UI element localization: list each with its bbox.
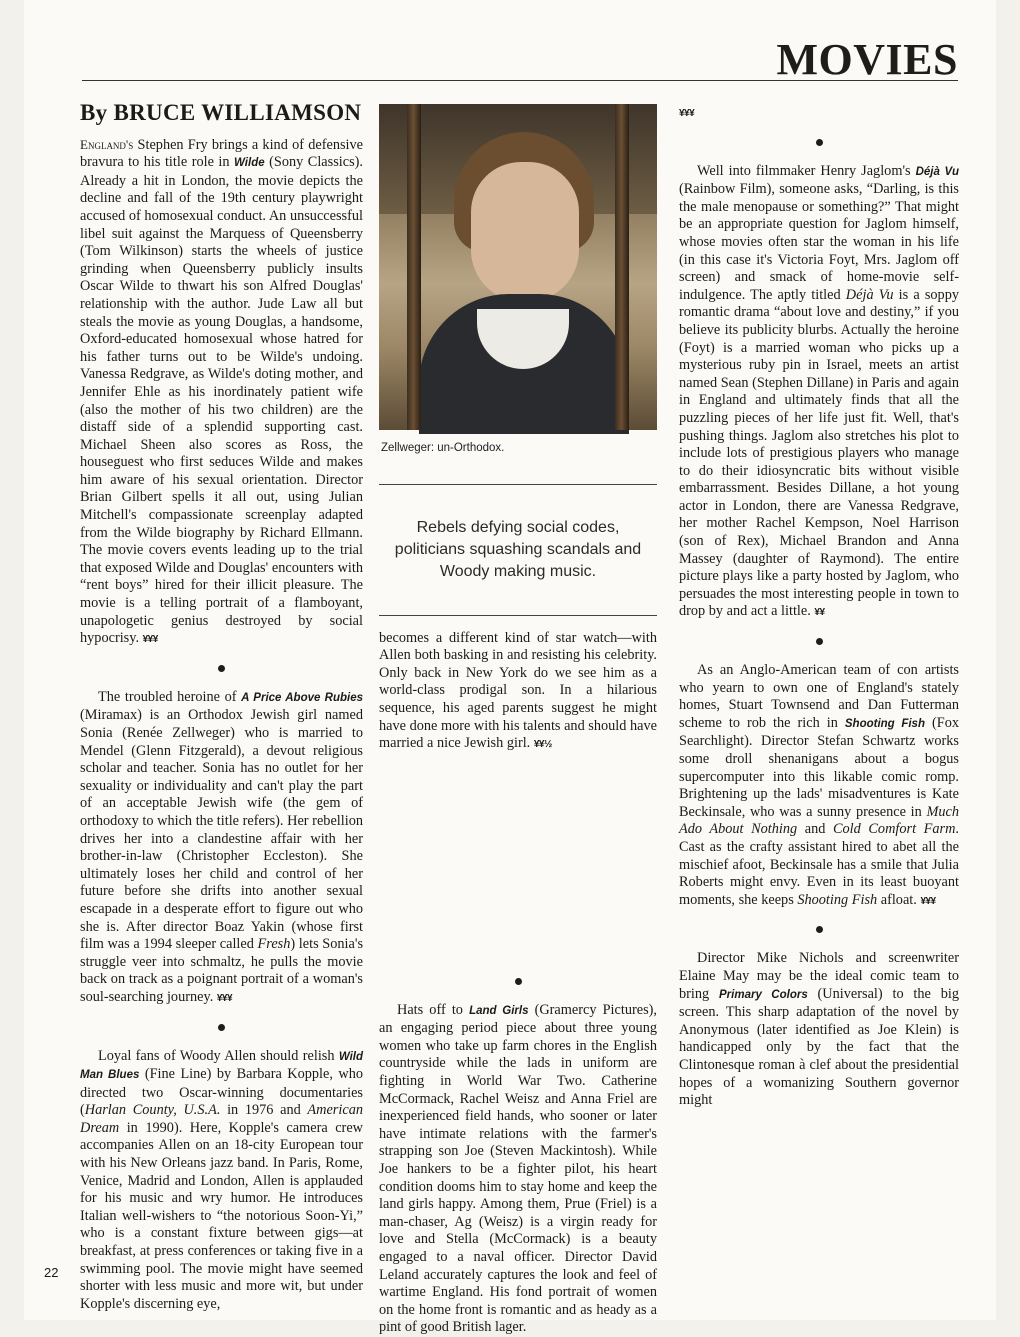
review-text: Stephen Fry brings a kind of defensive bravura to his title role in: [80, 136, 363, 171]
film-title: Primary Colors: [719, 988, 808, 1001]
photo-banister: [407, 104, 421, 430]
film-title: Déjà Vu: [915, 165, 959, 178]
section-divider-bullet: [816, 139, 823, 146]
film-title: Land Girls: [469, 1004, 529, 1017]
rating-symbol: ¥¥: [814, 607, 825, 619]
review-text: Director Mike Nichols and screenwriter Elaine May may be the ideal comic team to bring: [679, 950, 959, 1002]
review-text: ) lets Sonia's struggle veer into schmaltz, he pulls the movie back on track as a poignant portrait of a woman's soul-searching journey.: [80, 936, 364, 1005]
film-title: Shooting Fish: [844, 717, 925, 730]
film-still-photo: [379, 104, 657, 430]
review-text: (Rainbow Film), someone asks, “Darling, is this the male menopause or something?” That might be an appropriate question for Jaglom himself, whose movies often star the woman in his life (in this case it's Victoria Foyt, Mrs. Jaglom off screen) and smack of home-movie self-indulgence. The aptly titled: [679, 181, 959, 303]
film-reference: Harlan County, U.S.A.: [84, 1102, 221, 1119]
film-title-italic: Shooting Fish: [797, 891, 878, 908]
review-landgirls: [379, 1001, 657, 1336]
review-primarycolors: [679, 950, 959, 1109]
rating-symbol: ¥¥¥: [142, 634, 158, 646]
review-text: As an Anglo-American team of con artists who yearn to own one of England's stately homes, Stuart Townsend and Dan Futterman scheme to rob the rich in: [679, 662, 959, 731]
review-text: Well into filmmaker Henry Jaglom's: [697, 162, 916, 179]
review-wildman-part1: [80, 1047, 363, 1312]
review-wildman-part2: [379, 630, 657, 962]
review-text: Loyal fans of Woody Allen should relish: [98, 1047, 339, 1064]
title-rule: [82, 80, 958, 81]
photo-caption: Zellweger: un-Orthodox.: [381, 442, 505, 454]
review-text: (Gramercy Pictures), an engaging period piece about three young women who take up farm chores in the English countryside while the lads in uniform are fighting in World War Two. Catherine McCormack, Rachel Weisz and Anna Friel are inexperienced field hands, who sooner or later have intimate relations with the farmer's strapping son Joe (Steven Mackintosh). While Joe hankers to be a fighter pilot, his heart condition dooms him to stay home and keep the land girls happy. Among them, Prue (Friel) is a man-chaser, Ag (Weisz) is a virgin ready for love and Stella (McCormack) is a beauty engaged to a naval officer. Director David Leland accurately captures the look and feel of wartime England. His fond portrait of women on the home front is romantic and as heady as a pint of good British lager.: [379, 1001, 657, 1336]
photo-face: [471, 162, 579, 302]
review-text: Hats off to: [397, 1001, 470, 1018]
film-reference: Much Ado About Nothing: [679, 803, 959, 838]
lead-caps: England's: [80, 136, 134, 152]
film-reference: Fresh: [257, 936, 291, 953]
page-number: 22: [44, 1265, 59, 1280]
review-text: afloat.: [877, 891, 921, 908]
film-reference: Cold Comfort Farm: [833, 821, 956, 838]
section-divider-bullet: [218, 1024, 225, 1031]
review-landgirls-end: [679, 104, 959, 123]
rating-symbol: ¥¥¥: [216, 992, 233, 1004]
review-shootingfish: [679, 662, 959, 910]
review-text: in 1976 and: [220, 1102, 308, 1119]
review-text: (Universal) to the big screen. This sharp adaptation of the novel by Anonymous (later identified as Joe Klein) is handicapped only by the fact that the Clintonesque roman à clef about the presidential hopes of a womanizing Southern governor might: [679, 985, 959, 1109]
section-title: MOVIES: [776, 35, 958, 84]
review-text: in 1990). Here, Kopple's camera crew accompanies Allen on an 18-city European tour with his New Orleans jazz band. In Paris, Rome, Venice, Madrid and London, Allen is applauded for his music and wry humor. He introduces Italian well-wishers to “the notorious Soon-Yi,” who is a constant fixture between gigs—at breakfast, at press conferences or taking five in a swimming pool. The movie might have seemed shorter with less music and more wit, but under Kopple's discerning eye,: [80, 1119, 363, 1312]
review-wilde: [80, 136, 363, 649]
review-text: becomes a different kind of star watch—with Allen both basking in and resisting his celebrity. Only back in New York do we see him as a world-class prodigal son. In a hilarious sequence, his aged parents suggest he might have done more with his talents and should have married a nice Jewish girl.: [379, 629, 657, 752]
rating-symbol: ¥¥½: [533, 739, 552, 751]
review-text: (Sony Classics). Already a hit in London, the movie depicts the decline and fall of the 19th century playwright accused of homosexual conduct. An unsuccessful libel suit against the Marquess of Queensberry (Tom Wilkinson) starts the wheels of justice grinding when Queensberry publicly insults Oscar Wilde to thwart his son Alfred Douglas' relationship with the author. Jude Law all but steals the movie as young Douglas, a handsome, Oxford-educated homosexual whose hatred for his father turns out to be Wilde's undoing. Vanessa Redgrave, as Wilde's doting mother, and Jennifer Ehle as his inordinately patient wife (also the mother of his two children) are the distaff side of a splendid supporting cast. Michael Sheen also scores as Ross, the houseguest who first seduces Wilde and makes him aware of his sexual orientation. Director Brian Gilbert spells it all out, using Julian Mitchell's compassionate screenplay adapted from the Wilde biography by Richard Ellmann. The movie covers events leading up to the trial that exposed Wilde and Douglas' encounters with “rent boys” hired for their illicit pleasure. The movie is a telling portrait of a flamboyant, unapologetic genius destroyed by social hypocrisy.: [80, 154, 363, 647]
column-1: [80, 100, 364, 1312]
review-text: (Fox Searchlight). Director Stefan Schwartz works some droll shenanigans about a bogus supercomputer into this likable comic romp. Brightening up the lads' misadventures is Kate Beckinsale, who was a sunny presence in: [679, 714, 959, 820]
rating-symbol: ¥¥¥: [679, 108, 695, 119]
rating-symbol: ¥¥¥: [920, 895, 936, 907]
column-2: [379, 104, 657, 1336]
section-divider-bullet: [515, 978, 522, 985]
column-3: [679, 104, 959, 1110]
review-dejavu: [679, 163, 959, 622]
review-text: (Miramax) is an Orthodox Jewish girl named Sonia (Renée Zellweger) who is married to Mendel (Glenn Fitzgerald), a devout religious scholar and teacher. Sonia has no outlet for her sexuality or individuality and can't play the part of an acceptable Jewish wife (the gem of orthodoxy to which the title refers). Her rebellion drives her into a clandestine affair with her brother-in-law (Christopher Eccleston). She ultimately loses her child and control of her future before she drifts into another sexual escapade in a desperate effort to figure out who she is. After director Boaz Yakin (whose first film was a 1994 sleeper called: [80, 707, 363, 953]
film-title-italic: Déjà Vu: [845, 286, 894, 303]
pullquote-rule-bottom: [379, 615, 657, 616]
review-text: is a soppy romantic drama “about love and destiny,” if you believe its publicity blurbs. Actually the heroine (Foyt) is a married woman who picks up a mysterious ruby pin in Israel, meets an artist named Sean (Stephen Dillane) in Paris and again in England and ultimately finds that all the puzzling pieces of her life just fit. Well, that's pushing things. Jaglom also stretches his plot to include lots of prestigious players who manage to do their idiosyncratic bits without visible embarrassment. Besides Dillane, a hot young actor in London, there are Vanessa Redgrave, her mother Rachel Kempson, Noel Harrison (son of Rex), Michael Brandon and Anna Massey (daughter of Raymond). The entire picture plays like a party hosted by Jaglom, who persuades the most interesting people in town to drop by and act a little.: [679, 286, 959, 620]
magazine-page: [24, 0, 996, 1336]
film-reference: American Dream: [80, 1102, 363, 1136]
byline: By BRUCE WILLIAMSON: [80, 100, 362, 125]
section-divider-bullet: [816, 638, 823, 645]
photo-banister: [615, 104, 629, 430]
pullquote: Rebels defying social codes, politicians squashing scandals and Woody making music.: [394, 518, 642, 580]
section-divider-bullet: [218, 665, 225, 672]
section-divider-bullet: [816, 926, 823, 933]
review-rubies: [80, 689, 363, 1008]
review-text: (Fine Line) by Barbara Kopple, who directed two Oscar-winning documentaries (: [80, 1066, 363, 1119]
film-title: A Price Above Rubies: [241, 691, 363, 704]
review-text: and: [797, 821, 833, 838]
review-text: The troubled heroine of: [98, 688, 242, 705]
review-text: . Cast as the crafty assistant hired to abet all the mischief afoot, Beckinsale has a smile that Julia Roberts might envy. Even in its least buoyant moments, she keeps: [679, 821, 959, 908]
film-title: Wilde: [234, 157, 265, 170]
film-title: Wild Man Blues: [80, 1050, 363, 1082]
